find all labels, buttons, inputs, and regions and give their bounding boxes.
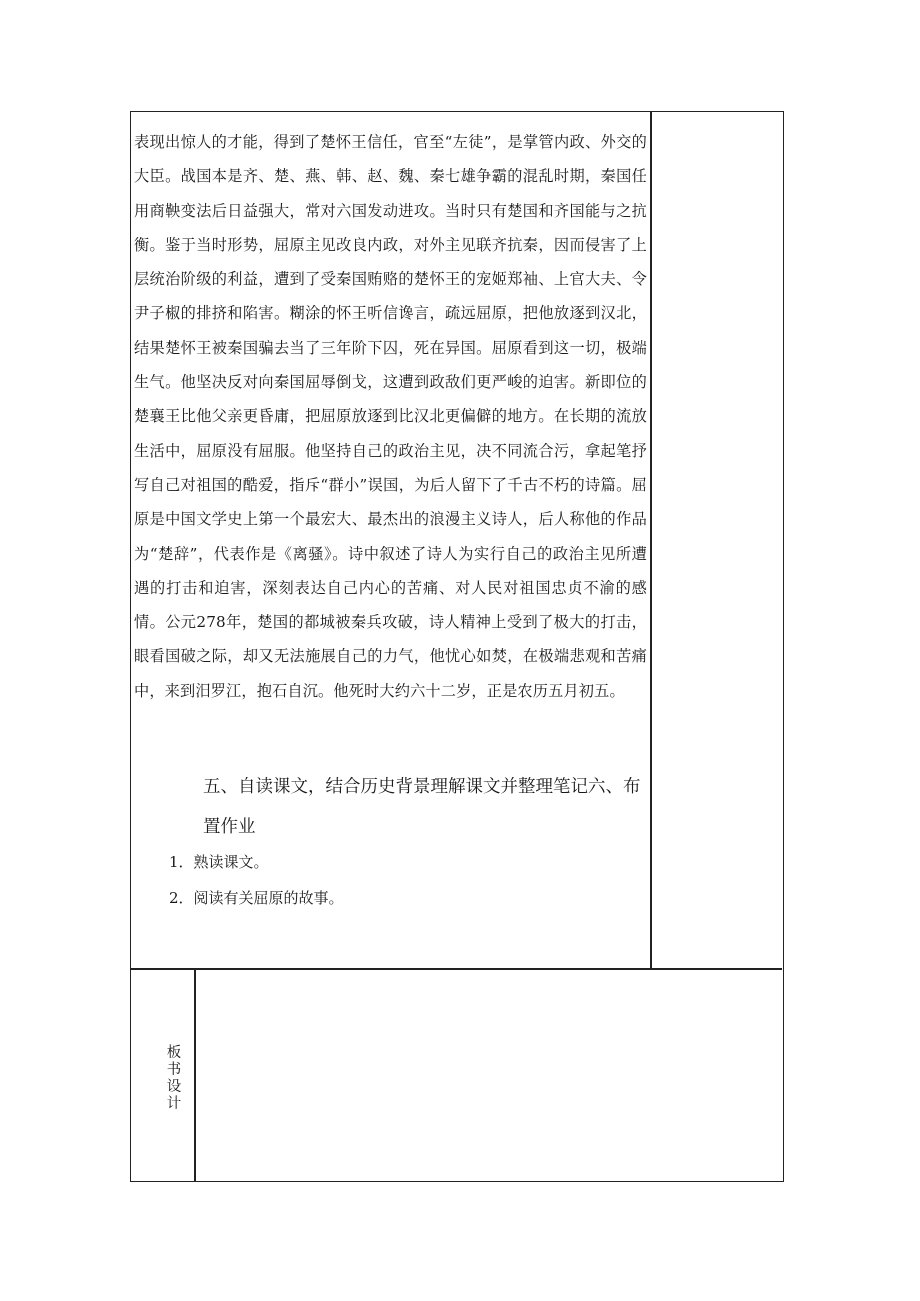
notes-cell <box>652 112 782 967</box>
board-design-area <box>196 970 782 1180</box>
homework-item-2: 2．阅读有关屈原的故事。 <box>169 889 344 907</box>
qu-yuan-biography-text: 表现出惊人的才能，得到了楚怀王信任，官至“左徒”，是掌管内政、外交的大臣。战国本是齐、楚、燕、韩、赵、魏、秦七雄争霸的混乱时期，秦国任用商鞅变法后日益强大，常对六国发动进攻。当时只有楚国和齐国能与之抗衡。鉴于当时形势，屈原主见改良内政，对外主见联齐抗秦，因而侵害了上层统治阶级的利益，遭到了受秦国贿赂的楚怀王的宠姬郑袖、上官大夫、令尹子椒的排挤和陷害。糊涂的怀王听信谗言，疏远屈原，把他放逐到汉北，结果楚怀王被秦国骗去当了三年阶下囚，死在异国。屈原看到这一切，极端生气。他坚决反对向秦国屈辱倒戈，这遭到政敌们更严峻的迫害。新即位的楚襄王比他父亲更昏庸，把屈原放逐到比汉北更偏僻的地方。在长期的流放生活中，屈原没有屈服。他坚持自己的政治主见，决不同流合污，拿起笔抒写自己对祖国的酷爱，指斥“群小”误国，为后人留下了千古不朽的诗篇。屈原是中国文学史上第一个最宏大、最杰出的浪漫主义诗人，后人称他的作品为“楚辞”，代表作是《离骚》。诗中叙述了诗人为实行自己的政治主见所遭遇的打击和迫害，深刻表达自己内心的苦痛、对人民对祖国忠贞不渝的感情。公元278年，楚国的都城被秦兵攻破，诗人精神上受到了极大的打击，眼看国破之际，却又无法施展自己的力气，他忧心如焚，在极端悲观和苦痛中，来到汨罗江，抱石自沉。他死时大约六十二岁，正是农历五月初五。 <box>134 133 647 700</box>
homework-item-1: 1．熟读课文。 <box>169 853 269 871</box>
lesson-plan-table <box>130 111 784 1182</box>
board-design-label: 板书设计 <box>166 1045 182 1112</box>
section-heading: 五、自读课文，结合历史背景理解课文并整理笔记六、布置作业 <box>203 777 641 837</box>
